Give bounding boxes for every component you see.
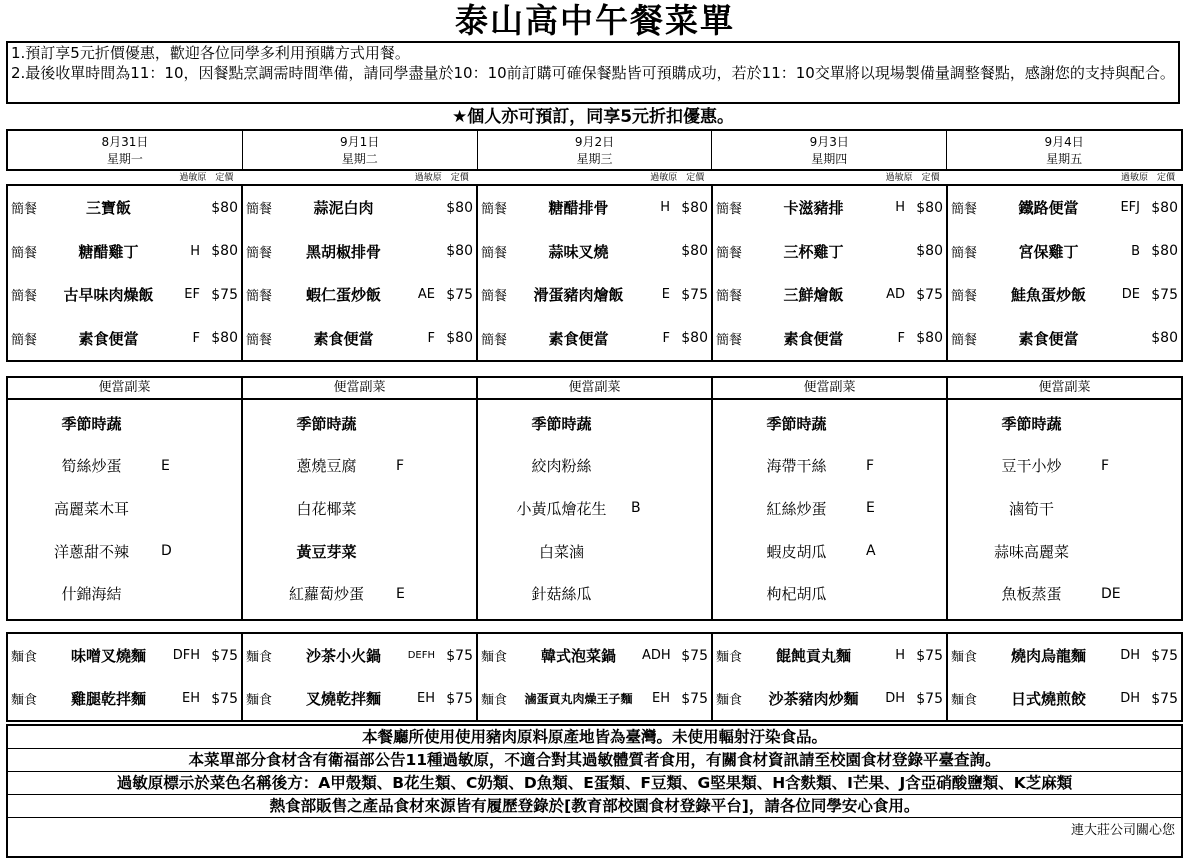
weekday-label: 星期三	[576, 152, 613, 166]
discount-note: ★個人亦可預訂，同享5元折扣優惠。	[451, 107, 735, 127]
noodle-category: 麵食	[951, 650, 978, 665]
page-title: 泰山高中午餐菜單	[455, 1, 735, 40]
noodle-allergen: DH	[1120, 691, 1140, 706]
side-dish-header: 便當副菜	[713, 378, 946, 400]
side-dish-row	[8, 445, 241, 488]
date-label: 9月1日	[340, 135, 380, 149]
meal-category: 簡餐	[11, 332, 38, 348]
side-dish-name: 海帶干絲	[766, 457, 827, 476]
side-column	[478, 378, 713, 619]
noodle-allergen: H	[895, 648, 905, 663]
side-dish-name: 豆干小炒	[1001, 457, 1062, 476]
side-dish-row	[713, 487, 946, 530]
meal-price: $80	[681, 243, 708, 260]
noodle-name: 沙茶小火鍋	[305, 647, 381, 665]
meal-name: 三杯雞丁	[783, 242, 844, 261]
meal-price: $75	[211, 286, 238, 303]
side-dish-name: 枸杞胡瓜	[766, 585, 827, 604]
meal-price: $80	[446, 199, 473, 216]
noodle-price: $75	[446, 690, 473, 707]
meal-row	[243, 273, 476, 317]
meal-allergen: F	[192, 330, 200, 346]
noodle-price: $75	[211, 690, 238, 707]
meal-name: 素食便當	[78, 329, 139, 348]
date-cell	[8, 131, 243, 169]
side-dish-list	[713, 400, 946, 619]
side-dish-name: 絞肉粉絲	[531, 457, 592, 476]
side-dish-row	[8, 402, 241, 445]
side-dish-name: 季節時蔬	[296, 414, 357, 433]
side-dish-row	[713, 445, 946, 488]
noodle-allergen: EH	[182, 691, 200, 706]
allergen-price-header-row	[6, 172, 1183, 184]
meal-price: $80	[211, 243, 238, 260]
meal-name: 糖醋雞丁	[78, 242, 139, 261]
noodle-name: 雞腿乾拌麵	[70, 690, 146, 708]
side-dish-name: 黃豆芽菜	[296, 542, 357, 561]
noodle-allergen: ADH	[642, 648, 671, 663]
side-dish-name: 蔥燒豆腐	[296, 457, 357, 476]
noodle-row	[713, 634, 946, 677]
side-dish-name: 魚板蒸蛋	[1001, 585, 1062, 604]
meal-name: 素食便當	[313, 329, 374, 348]
meal-row	[478, 317, 711, 361]
noodle-category: 麵食	[11, 650, 38, 665]
side-dish-name: 筍絲炒蛋	[61, 457, 122, 476]
meal-price: $80	[916, 330, 943, 347]
side-dish-name: 季節時蔬	[531, 414, 592, 433]
side-dish-list	[243, 400, 476, 619]
meal-allergen: AD	[886, 287, 905, 303]
side-dish-allergen: DE	[1101, 585, 1121, 602]
meal-category: 簡餐	[11, 289, 38, 305]
noodle-price: $75	[681, 647, 708, 664]
meal-category: 簡餐	[716, 289, 743, 305]
noodle-price: $75	[211, 647, 238, 664]
meal-category: 簡餐	[246, 332, 273, 348]
meal-category: 簡餐	[246, 245, 273, 261]
meal-allergen: F	[662, 330, 670, 346]
meal-row	[948, 230, 1181, 274]
meal-name: 蒜泥白肉	[313, 199, 374, 218]
meal-price: $80	[211, 199, 238, 216]
meal-row	[713, 230, 946, 274]
noodle-category: 麵食	[951, 693, 978, 708]
date-cell	[478, 131, 713, 169]
allergen-price-header: 過敏原 定價	[1121, 173, 1176, 183]
meal-category: 簡餐	[716, 202, 743, 218]
noodle-name: 日式燒煎餃	[1010, 690, 1086, 708]
meal-column	[478, 186, 713, 360]
meal-allergen: H	[190, 243, 200, 259]
noodle-price: $75	[916, 647, 943, 664]
meal-name: 素食便當	[783, 329, 844, 348]
side-dish-row	[948, 572, 1181, 615]
noodle-category: 麵食	[246, 693, 273, 708]
noodle-category: 麵食	[716, 650, 743, 665]
side-dish-row	[948, 402, 1181, 445]
meal-allergen: F	[427, 330, 435, 346]
side-dish-row	[478, 530, 711, 573]
side-dish-header: 便當副菜	[8, 378, 241, 400]
meal-column	[948, 186, 1181, 360]
meal-row	[948, 317, 1181, 361]
meal-row	[948, 273, 1181, 317]
allergen-legend: 過敏原標示於菜色名稱後方：A甲殼類、B花生類、C奶類、D魚類、E蛋類、F豆類、G堅果類、H含麩類、I芒果、J含亞硝酸鹽類、K芝麻類	[8, 772, 1181, 795]
meal-row	[8, 186, 241, 230]
noodle-allergen: DFH	[172, 648, 200, 663]
allergen-price-header: 過敏原 定價	[179, 173, 234, 183]
side-dish-name: 滷筍干	[1008, 499, 1054, 518]
notice-line-2: 2.最後收單時間為11：10，因餐點烹調需時間準備，請同學盡量於10：10前訂購可確保餐點皆可預購成功，若於11：10交單將以現場製備量調整餐點，感謝您的支持與配合。	[11, 63, 1175, 82]
meal-row	[243, 186, 476, 230]
side-dish-row	[948, 487, 1181, 530]
meal-allergen: F	[897, 330, 905, 346]
meal-category: 簡餐	[11, 245, 38, 261]
noodle-name: 韓式泡菜鍋	[540, 647, 616, 665]
side-dish-name: 什錦海結	[61, 585, 122, 604]
noodle-column	[478, 634, 713, 720]
noodle-name: 滷蛋貢丸肉燥王子麵	[524, 692, 633, 706]
noodle-row	[948, 634, 1181, 677]
date-cell	[947, 131, 1181, 169]
meal-category: 簡餐	[481, 245, 508, 261]
meal-category: 簡餐	[716, 332, 743, 348]
side-dish-row	[243, 530, 476, 573]
meal-category: 簡餐	[716, 245, 743, 261]
meal-row	[478, 273, 711, 317]
meal-allergen: H	[660, 200, 670, 216]
meal-name: 素食便當	[548, 329, 609, 348]
noodle-allergen: DH	[885, 691, 905, 706]
side-dish-allergen: D	[161, 543, 172, 560]
side-column	[713, 378, 948, 619]
noodle-allergen: DH	[1120, 648, 1140, 663]
meal-row	[8, 317, 241, 361]
meal-price: $75	[1151, 286, 1178, 303]
side-dish-allergen: B	[631, 500, 641, 517]
meal-price: $80	[916, 199, 943, 216]
meal-name: 宮保雞丁	[1018, 242, 1079, 261]
noodle-name: 味噌叉燒麵	[70, 647, 146, 665]
side-dish-header: 便當副菜	[948, 378, 1181, 400]
meal-name: 鐵路便當	[1018, 199, 1079, 218]
side-dish-allergen: E	[866, 500, 875, 517]
meal-category: 簡餐	[246, 202, 273, 218]
side-dish-row	[243, 445, 476, 488]
side-dish-list	[8, 400, 241, 619]
meal-row	[243, 230, 476, 274]
noodle-row	[8, 677, 241, 720]
noodle-price: $75	[1151, 690, 1178, 707]
meal-column	[243, 186, 478, 360]
noodle-row	[713, 677, 946, 720]
noodle-column	[713, 634, 948, 720]
side-column	[8, 378, 243, 619]
side-dish-name: 白花椰菜	[296, 499, 357, 518]
side-dish-header: 便當副菜	[243, 378, 476, 400]
side-dish-name: 高麗菜木耳	[53, 499, 129, 518]
side-dish-row	[8, 572, 241, 615]
side-dish-name: 紅蘿蔔炒蛋	[288, 585, 364, 604]
noodle-row	[243, 634, 476, 677]
side-dish-allergen: F	[396, 457, 405, 474]
side-dish-row	[948, 530, 1181, 573]
meal-allergen: AE	[417, 287, 435, 303]
noodle-allergen: EH	[652, 691, 670, 706]
noodle-price: $75	[1151, 647, 1178, 664]
side-dish-name: 蒜味高麗菜	[993, 542, 1069, 561]
noodle-row	[243, 677, 476, 720]
meal-row	[478, 186, 711, 230]
side-dish-allergen: E	[161, 457, 170, 474]
meal-category: 簡餐	[246, 289, 273, 305]
noodle-row	[8, 634, 241, 677]
meal-allergen: E	[661, 287, 670, 303]
side-dish-name: 洋蔥甜不辣	[53, 542, 129, 561]
allergen-warning: 本菜單部分食材含有衛福部公告11種過敏原，不適合對其過敏體質者食用，有關食材資訊請至校園食材登錄平臺查詢。	[8, 749, 1181, 772]
side-dish-row	[478, 402, 711, 445]
company-signature: 連大莊公司關心您	[8, 817, 1181, 844]
meal-row	[478, 230, 711, 274]
noodle-allergen: DEFH	[407, 650, 435, 661]
side-dish-row	[8, 530, 241, 573]
meal-row	[713, 186, 946, 230]
side-dish-name: 針菇絲瓜	[531, 585, 592, 604]
meal-allergen: EF	[184, 287, 200, 303]
side-dish-allergen: F	[866, 457, 875, 474]
date-cell	[712, 131, 947, 169]
meal-allergen: EFJ	[1120, 200, 1140, 216]
weekday-label: 星期四	[811, 152, 848, 166]
noodle-category: 麵食	[481, 650, 508, 665]
noodle-allergen: EH	[417, 691, 435, 706]
weekday-label: 星期五	[1046, 152, 1083, 166]
date-cell	[243, 131, 478, 169]
noodle-row	[478, 677, 711, 720]
meal-price: $75	[681, 286, 708, 303]
meal-price: $80	[681, 330, 708, 347]
meal-row	[948, 186, 1181, 230]
set-meal-table	[6, 184, 1183, 362]
noodle-category: 麵食	[246, 650, 273, 665]
meal-name: 古早味肉燥飯	[63, 286, 154, 305]
side-dish-name: 季節時蔬	[766, 414, 827, 433]
meal-category: 簡餐	[481, 332, 508, 348]
meal-price: $75	[446, 286, 473, 303]
meal-column	[8, 186, 243, 360]
meal-name: 素食便當	[1018, 329, 1079, 348]
date-label: 9月3日	[809, 135, 849, 149]
date-label: 8月31日	[101, 135, 149, 149]
noodle-column	[948, 634, 1181, 720]
side-dish-row	[243, 487, 476, 530]
meal-category: 簡餐	[11, 202, 38, 218]
pork-origin-note: 本餐廳所使用使用豬肉原料原產地皆為臺灣。未使用輻射汙染食品。	[8, 726, 1181, 749]
side-dish-name: 白菜滷	[538, 542, 584, 561]
meal-category: 簡餐	[481, 289, 508, 305]
side-dish-name: 小黃瓜燴花生	[516, 499, 607, 518]
meal-name: 黑胡椒排骨	[305, 242, 381, 261]
date-label: 9月4日	[1044, 135, 1084, 149]
meal-price: $80	[681, 199, 708, 216]
meal-allergen: DE	[1121, 287, 1140, 303]
side-dish-row	[713, 530, 946, 573]
noodle-category: 麵食	[11, 693, 38, 708]
meal-row	[713, 317, 946, 361]
noodle-column	[243, 634, 478, 720]
meal-price: $80	[1151, 199, 1178, 216]
meal-price: $75	[916, 286, 943, 303]
weekday-label: 星期一	[106, 152, 143, 166]
meal-row	[243, 317, 476, 361]
meal-name: 鮭魚蛋炒飯	[1010, 286, 1086, 305]
meal-name: 糖醋排骨	[548, 199, 609, 218]
noodle-name: 叉燒乾拌麵	[305, 690, 381, 708]
meal-category: 簡餐	[951, 332, 978, 348]
meal-price: $80	[446, 330, 473, 347]
side-dish-row	[243, 572, 476, 615]
meal-row	[8, 273, 241, 317]
side-dish-list	[478, 400, 711, 619]
side-dish-name: 紅絲炒蛋	[766, 499, 827, 518]
date-header-row	[6, 129, 1183, 171]
side-dish-allergen: A	[866, 543, 876, 560]
meal-price: $80	[211, 330, 238, 347]
meal-name: 滑蛋豬肉燴飯	[533, 286, 624, 305]
weekday-label: 星期二	[341, 152, 378, 166]
meal-price: $80	[1151, 243, 1178, 260]
noodle-category: 麵食	[716, 693, 743, 708]
side-dish-header: 便當副菜	[478, 378, 711, 400]
meal-column	[713, 186, 948, 360]
noodle-row	[478, 634, 711, 677]
meal-category: 簡餐	[951, 245, 978, 261]
noodle-column	[8, 634, 243, 720]
side-dish-allergen: F	[1101, 457, 1110, 474]
ingredient-source-note: 熱食部販售之產品食材來源皆有履歷登錄於[教育部校園食材登錄平台]，請各位同學安心食用。	[269, 797, 920, 815]
meal-row	[713, 273, 946, 317]
side-dish-row	[478, 487, 711, 530]
side-dish-allergen: E	[396, 585, 405, 602]
noodle-price: $75	[916, 690, 943, 707]
meal-name: 三寶飯	[85, 199, 131, 218]
ordering-notice	[6, 41, 1180, 104]
meal-allergen: H	[895, 200, 905, 216]
meal-name: 蝦仁蛋炒飯	[305, 286, 381, 305]
noodle-category: 麵食	[481, 693, 508, 708]
side-dish-row	[243, 402, 476, 445]
side-dish-row	[8, 487, 241, 530]
side-dish-name: 季節時蔬	[61, 414, 122, 433]
footer-notes	[6, 724, 1183, 858]
side-dish-name: 蝦皮胡瓜	[766, 542, 827, 561]
noodle-price: $75	[681, 690, 708, 707]
meal-row	[8, 230, 241, 274]
meal-price: $80	[916, 243, 943, 260]
noodle-name: 沙茶豬肉炒麵	[768, 690, 859, 708]
allergen-price-header: 過敏原 定價	[414, 173, 469, 183]
side-dish-row	[478, 445, 711, 488]
side-column	[243, 378, 478, 619]
meal-category: 簡餐	[951, 202, 978, 218]
meal-allergen: B	[1131, 243, 1140, 259]
side-dish-row	[713, 402, 946, 445]
side-dish-table	[6, 376, 1183, 621]
noodle-name: 燒肉烏龍麵	[1010, 647, 1086, 665]
side-dish-row	[948, 445, 1181, 488]
side-dish-row	[478, 572, 711, 615]
date-label: 9月2日	[574, 135, 615, 149]
side-dish-row	[713, 572, 946, 615]
noodle-row	[948, 677, 1181, 720]
meal-category: 簡餐	[481, 202, 508, 218]
meal-price: $80	[1151, 330, 1178, 347]
side-column	[948, 378, 1181, 619]
noodle-price: $75	[446, 647, 473, 664]
meal-name: 卡滋豬排	[783, 199, 844, 218]
meal-name: 三鮮燴飯	[783, 286, 844, 305]
side-dish-list	[948, 400, 1181, 619]
allergen-price-header: 過敏原 定價	[885, 173, 940, 183]
noodle-name: 餛飩貢丸麵	[775, 647, 851, 665]
meal-category: 簡餐	[951, 289, 978, 305]
allergen-price-header: 過敏原 定價	[650, 173, 705, 183]
meal-price: $80	[446, 243, 473, 260]
meal-name: 蒜味叉燒	[548, 242, 609, 261]
notice-line-1: 1.預訂享5元折價優惠，歡迎各位同學多利用預購方式用餐。	[11, 44, 410, 62]
side-dish-name: 季節時蔬	[1001, 414, 1062, 433]
noodle-table	[6, 632, 1183, 722]
